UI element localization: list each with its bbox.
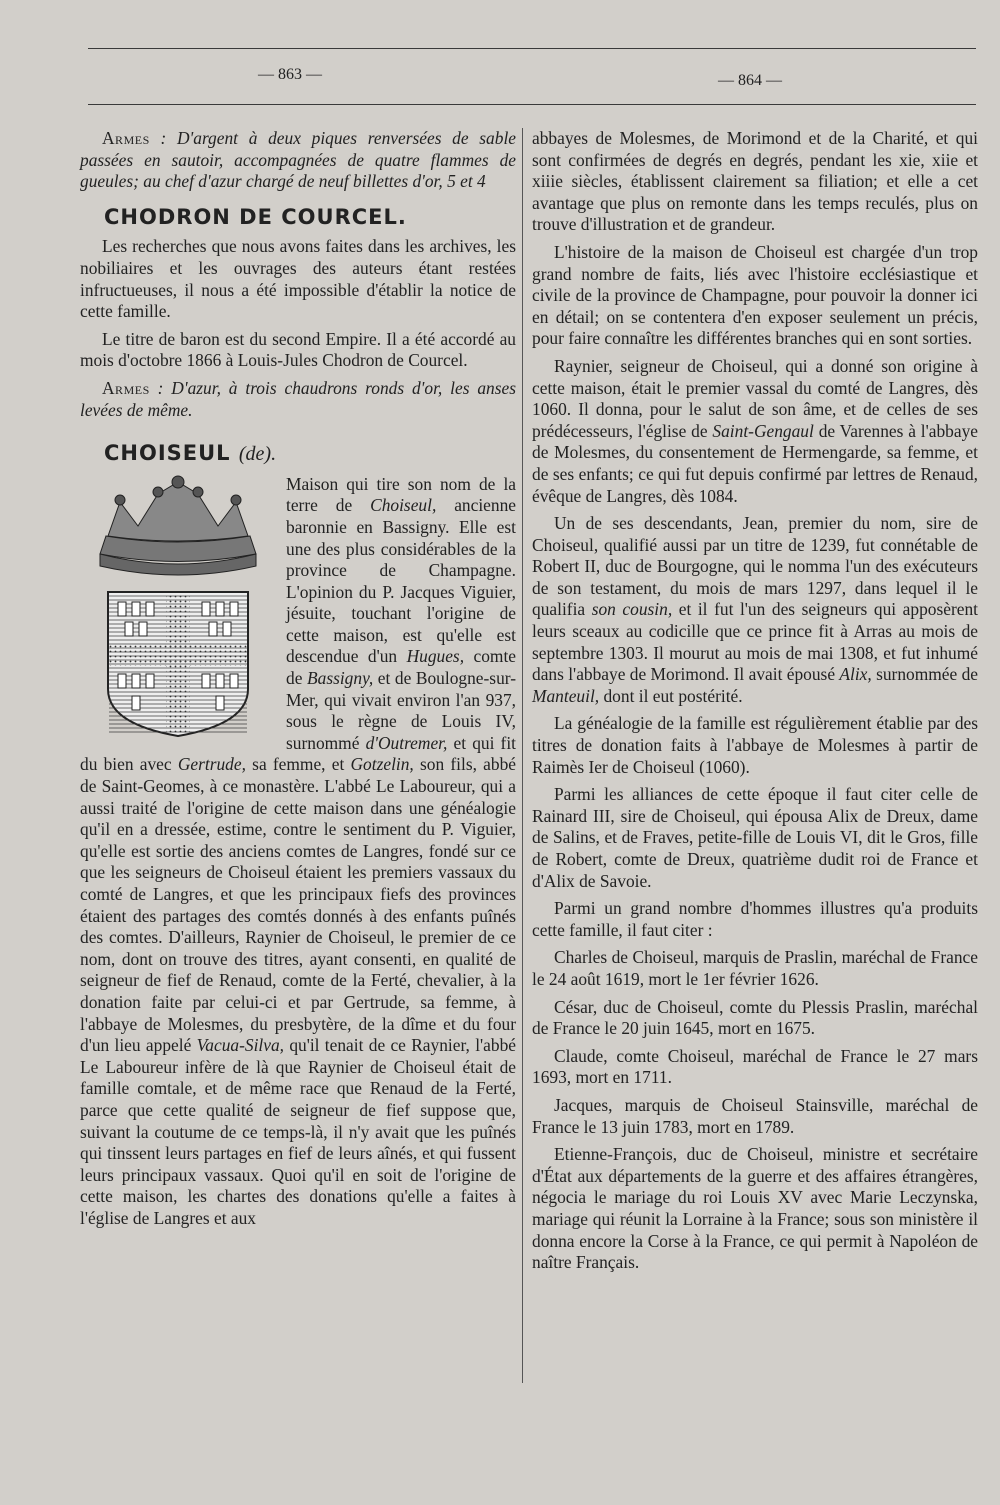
paragraph: Raynier, seigneur de Choiseul, qui a donné son origine à cette maison, était le premier vassal du comté de Langres, dès 1060. Il donna, pour le salut de son âme, et de celles de ses prédécesseurs, l'église de Saint-Gengaul de Varennes à l'abbaye de Molesmes, du consentement de Hermengarde, sa femme, et de ses enfants; ce qui fut depuis confirmé par lettres de Renaud, évêque de Langres, dès 1084. [532,355,978,506]
paragraph: Claude, comte Choiseul, maréchal de France le 27 mars 1693, mort en 1711. [532,1045,978,1088]
paragraph: La généalogie de la famille est régulièrement établie par des titres de donation faits à l'abbaye de Molesmes à partir de Raimès Ier de Choiseul (1060). [532,713,978,777]
paragraph: Parmi les alliances de cette époque il faut citer celle de Rainard III, sire de Choiseul, qui épousa Alix de Dreux, dame de Salins, et de Fraves, petite-fille de Louis VI, dit le Gros, fille de Robert, comte de Dreux, quatrième dudit roi de France et d'Alix de Savoie. [532,784,978,891]
armes-intro: Armes : D'argent à deux piques renversées de sable passées en sautoir, accompagnées de quatre flammes de gueules; au chef d'azur chargé de neuf billettes d'or, 5 et 4 [80,128,516,192]
top-rule [88,48,976,49]
choiseul-paragraph: Maison qui tire son nom de la terre de Choiseul, ancienne baronnie en Bassigny. Elle est une des plus considérables de la province de Champagne. L'opinion du P. Jacques Viguier, jésuite, touchant l'origine de cette maison, est qu'elle est descendue d'un Hugues, comte de Bassigny, et de Boulogne-sur-Mer, qui vivait environ l'an 937, sous le règne de Louis IV, surnommé d'Outremer, et qui fit du bien avec Gertrude, sa femme, et Gotzelin, son fils, abbé de Saint-Geomes, à ce monastère. L'abbé Le Laboureur, qui a aussi traité de l'origine de cette maison dans une généalogie qu'il en a dressée, estime, contre le sentiment du P. Viguier, qu'elle est sortie des anciens comtes de Langres, fondé sur ce que les seigneurs de Choiseul étaient les premiers vassaux du comté de Langres, et que les principaux fiefs des provinces étaient des partages des comtés donnés à des enfants puînés des comtes. D'ailleurs, Raynier de Choiseul, le premier de ce nom, dont on trouve des titres, ayant consenti, en qualité de seigneur de fief de Renaud, comte de la Ferté, chevalier, à la donation faite par celui-ci et par Gertrude, sa femme, à l'abbaye de Molesmes, du presbytère, de la dîme et du four d'un lieu appelé Vacua-Silva, qu'il tenait de ce Raynier, l'abbé Le Laboureur infère de là que Raynier de Choiseul était de famille comtale, et de même race que Renaud de la Ferté, parce que cette qualité de seigneur de fief suppose que, suivant la coutume de ce temps-là, il n'y avait que les puînés qui tinssent leurs partages en fief de leurs aînés, et qui fussent leurs principaux vassaux. Quoi qu'il en soit de l'origine de cette maison, les chartes des donations qu'elle a faites à l'église de Langres et aux [80,473,517,1228]
paragraph: Charles de Choiseul, marquis de Praslin, maréchal de France le 24 août 1619, mort le 1er février 1626. [532,947,978,989]
section-heading-chodron: CHODRON DE COURCEL. [104,204,407,229]
paragraph: abbayes de Molesmes, de Morimond et de la Charité, et qui sont confirmées de degrés en degrés, pendant les xie, xiie et xiiie siècles, établissent clairement sa filiation; et elle a cet avantage que plus on remonte dans les temps reculés, plus on trouve d'illustration et de grandeur. [532,128,978,235]
paragraph: Jacques, marquis de Choiseul Stainsville, maréchal de France le 13 juin 1783, mort en 1789. [532,1094,978,1137]
right-page-number: — 864 — [718,72,782,89]
column-separator [522,128,523,1383]
left-page-number: — 863 — [258,66,322,83]
header-rule [88,104,976,105]
left-column [80,128,516,1236]
paragraph: César, duc de Choiseul, comte du Plessis Praslin, maréchal de France le 20 juin 1645, mort en 1675. [532,996,978,1039]
paragraph: Les recherches que nous avons faites dans les archives, les nobiliaires et les ouvrages des auteurs étant restées infructueuses, il nous a été impossible d'établir la notice de cette famille. [80,236,516,322]
paragraph: Parmi un grand nombre d'hommes illustres qu'a produits cette famille, il faut citer : [532,898,978,940]
armes-chodron: Armes : D'azur, à trois chaudrons ronds d'or, les anses levées de même. [80,377,516,420]
section-heading-choiseul: CHOISEUL (de). [104,441,277,466]
right-column [532,128,978,1280]
coat-of-arms-icon [78,474,278,742]
paragraph: Etienne-François, duc de Choiseul, ministre et secrétaire d'État aux départements de la guerre et des affaires étrangères, négocia le mariage du roi Louis XV avec Marie Leczynska, mariage qui réunit la Lorraine à la France; sous son ministère il donna encore la Corse à la France, ce qui permit à Napoléon de naître Français. [532,1144,978,1273]
paragraph: Le titre de baron est du second Empire. Il a été accordé au mois d'octobre 1866 à Louis-Jules Chodron de Courcel. [80,328,516,371]
paragraph: Un de ses descendants, Jean, premier du nom, sire de Choiseul, qualifié aussi par un titre de 1239, fut connétable de Robert II, duc de Bourgogne, qui le nomma l'un des exécuteurs de son testament, du mois de mars 1297, dans lequel il le qualifia son cousin, et il fut l'un des seigneurs qui apposèrent leurs sceaux au codicille que ce prince fit à Arras au mois de septembre 1303. Il mourut au mois de mai 1308, et fut inhumé dans l'abbaye de Morimond. Il avait épousé Alix, surnommée de Manteuil, dont il eut postérité. [532,513,978,706]
paragraph: L'histoire de la maison de Choiseul est chargée d'un trop grand nombre de faits, liés avec l'histoire ecclésiastique et civile de la province de Champagne, pour pouvoir la donner ici en détail; on se contentera d'en exposer seulement un précis, pour faire connaître les différentes branches qui en sont sorties. [532,241,978,349]
